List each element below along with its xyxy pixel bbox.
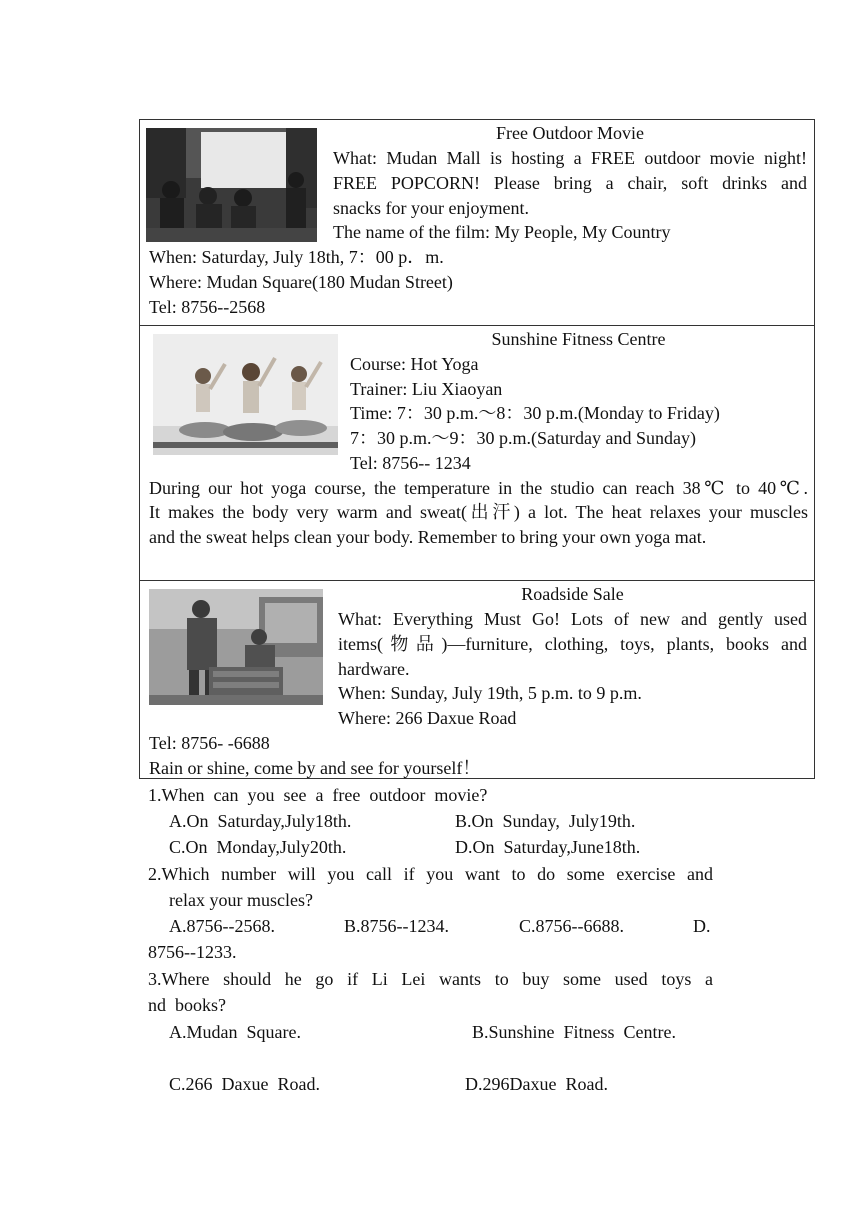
question-3-stem-line-2: nd books? — [148, 995, 226, 1015]
fitness-description-line-2: It makes the body very warm and sweat(出汗) a lot. The heat relaxes your muscles — [149, 502, 808, 522]
fitness-trainer: Trainer: Liu Xiaoyan — [350, 379, 503, 399]
sale-closing: Rain or shine, come by and see for yourself！ — [149, 758, 481, 778]
sale-what-line-2: items(物品)—furniture, clothing, toys, plants, books and — [338, 634, 807, 654]
question-1-option-c: C.On Monday,July20th. — [169, 837, 347, 857]
question-1-option-d: D.On Saturday,June18th. — [455, 837, 641, 857]
question-2-stem-line-1: 2.Which number will you call if you want to do some exercise and — [148, 864, 713, 884]
question-3-option-d: D.296Daxue Road. — [465, 1074, 608, 1094]
question-3-option-c: C.266 Daxue Road. — [169, 1074, 320, 1094]
question-2-option-d-value: 8756--1233. — [148, 942, 237, 962]
fitness-title: Sunshine Fitness Centre — [491, 329, 666, 349]
movie-tel: Tel: 8756--2568 — [149, 297, 266, 317]
sale-when: When: Sunday, July 19th, 5 p.m. to 9 p.m. — [338, 683, 642, 703]
question-2-option-c: C.8756--6688. — [519, 916, 624, 936]
question-1-option-a: A.On Saturday,July18th. — [169, 811, 352, 831]
sale-tel: Tel: 8756‑ -6688 — [149, 733, 270, 753]
sale-what-line-1: What: Everything Must Go! Lots of new and gently used — [338, 609, 807, 629]
movie-film-name: The name of the film: My People, My Country — [333, 222, 671, 242]
question-3-option-b: B.Sunshine Fitness Centre. — [472, 1022, 677, 1042]
question-2-option-a: A.8756--2568. — [169, 916, 275, 936]
movie-title: Free Outdoor Movie — [496, 123, 644, 143]
fitness-tel: Tel: 8756-- 1234 — [350, 453, 471, 473]
fitness-time-weekend: 7：30 p.m.～9：30 p.m.(Saturday and Sunday) — [350, 428, 696, 448]
movie-where: Where: Mudan Square(180 Mudan Street) — [149, 272, 453, 292]
question-2-option-d-label: D. — [693, 916, 711, 936]
question-1-stem: 1.When can you see a free outdoor movie? — [148, 785, 488, 805]
question-2-option-b: B.8756--1234. — [344, 916, 449, 936]
question-2-stem-line-2: relax your muscles? — [169, 890, 313, 910]
movie-what-line-2: FREE POPCORN! Please bring a chair, soft drinks and — [333, 173, 807, 193]
sale-what-line-3: hardware. — [338, 659, 410, 679]
question-1-option-b: B.On Sunday, July19th. — [455, 811, 636, 831]
movie-what-line-1: What: Mudan Mall is hosting a FREE outdoor movie night! — [333, 148, 807, 168]
movie-when: When: Saturday, July 18th, 7：00 p．m. — [149, 247, 444, 267]
sale-where: Where: 266 Daxue Road — [338, 708, 517, 728]
movie-what-line-3: snacks for your enjoyment. — [333, 198, 529, 218]
sale-title: Roadside Sale — [521, 584, 624, 604]
question-3-option-a: A.Mudan Square. — [169, 1022, 301, 1042]
question-3-stem-line-1: 3.Where should he go if Li Lei wants to buy some used toys a — [148, 969, 713, 989]
fitness-course: Course: Hot Yoga — [350, 354, 479, 374]
fitness-description-line-3: and the sweat helps clean your body. Remember to bring your own yoga mat. — [149, 527, 707, 547]
fitness-time-weekday: Time: 7：30 p.m.～8：30 p.m.(Monday to Friday) — [350, 403, 720, 423]
fitness-description-line-1: During our hot yoga course, the temperature in the studio can reach 38℃ to 40℃. — [149, 478, 808, 498]
